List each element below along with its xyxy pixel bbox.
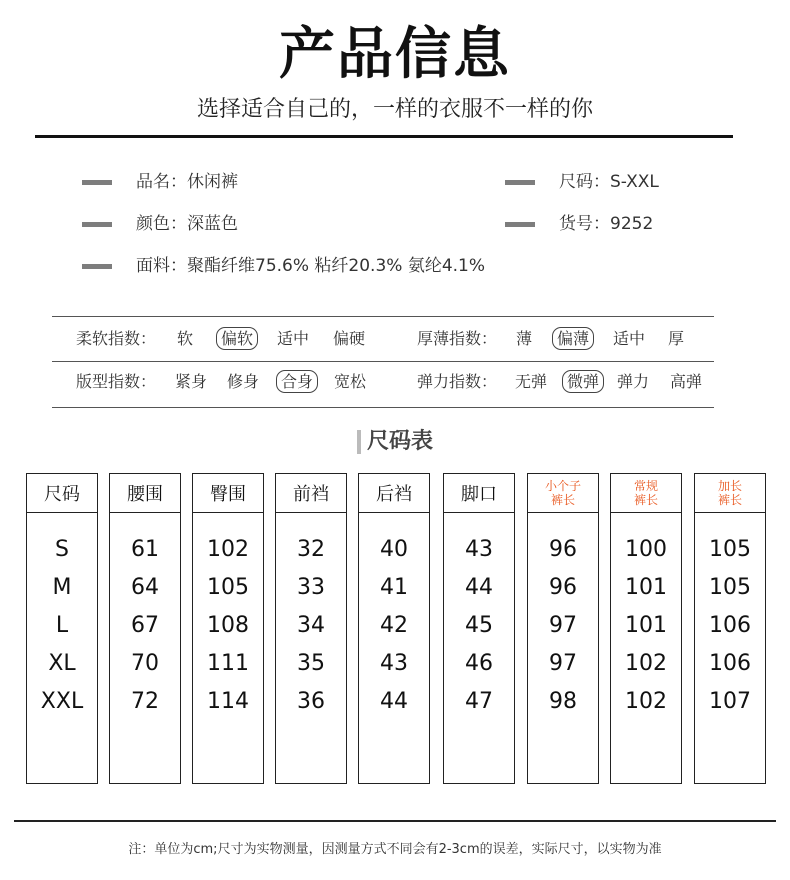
size-table-title-text: 尺码表 xyxy=(366,429,433,454)
table-cell: XXL xyxy=(40,689,84,714)
size-column-hip xyxy=(192,473,264,784)
size-column-waist xyxy=(109,473,181,784)
dash-marker xyxy=(505,180,535,185)
softness-label: 柔软指数： xyxy=(76,329,157,348)
fit-option: 宽松 xyxy=(334,372,367,391)
index-row-2 xyxy=(0,369,790,395)
column-header: 前裆 xyxy=(276,474,346,513)
table-cell: 41 xyxy=(380,575,408,600)
table-cell: 47 xyxy=(465,689,493,714)
fit-option-selected: 合身 xyxy=(276,370,318,393)
dash-marker xyxy=(505,222,535,227)
table-cell: 33 xyxy=(297,575,325,600)
table-cell: 100 xyxy=(625,537,667,562)
page-title: 产品信息 xyxy=(279,22,511,87)
table-cell: 43 xyxy=(465,537,493,562)
column-header-line: 常规 xyxy=(633,479,658,493)
dash-marker xyxy=(82,264,112,269)
table-cell: 34 xyxy=(297,613,325,638)
column-header-line: 小个子 xyxy=(544,479,581,493)
top-divider xyxy=(35,135,733,138)
column-header xyxy=(528,474,598,513)
table-cell: 102 xyxy=(625,651,667,676)
table-cell: 101 xyxy=(625,575,667,600)
table-cell: 72 xyxy=(131,689,159,714)
fit-option: 紧身 xyxy=(175,372,208,391)
fit-option: 修身 xyxy=(227,372,260,391)
info-item-no xyxy=(505,212,653,236)
info-fabric xyxy=(82,254,485,278)
table-cell: 96 xyxy=(549,575,577,600)
column-header-line: 裤长 xyxy=(633,493,658,507)
size-table-title xyxy=(0,424,790,455)
thickness-label: 厚薄指数： xyxy=(417,329,498,348)
column-header: 脚口 xyxy=(444,474,514,513)
table-cell: L xyxy=(55,613,69,638)
table-cell: 102 xyxy=(625,689,667,714)
column-header: 尺码 xyxy=(27,474,97,513)
size-column-petite-length xyxy=(527,473,599,784)
table-cell: 97 xyxy=(549,613,577,638)
info-fabric-text: 面料：聚酯纤维75.6% 粘纤20.3% 氨纶4.1% xyxy=(136,256,486,276)
table-cell: XL xyxy=(48,651,76,676)
index-row-1 xyxy=(0,326,790,352)
info-size xyxy=(505,170,659,194)
thickness-option-selected: 偏薄 xyxy=(552,327,594,350)
column-header: 臀围 xyxy=(193,474,263,513)
index-divider-middle xyxy=(52,361,714,362)
table-cell: 44 xyxy=(465,575,493,600)
table-cell: 108 xyxy=(207,613,249,638)
footer-note: 注：单位为cm;尺寸为实物测量，因测量方式不同会有2-3cm的误差，实际尺寸，以实物为准 xyxy=(128,842,662,857)
info-item-no-text: 货号：9252 xyxy=(559,214,654,234)
column-header-line: 加长 xyxy=(717,479,742,493)
table-cell: 107 xyxy=(709,689,751,714)
table-cell: S xyxy=(55,537,69,562)
thickness-option: 薄 xyxy=(516,329,533,348)
info-color-text: 颜色：深蓝色 xyxy=(136,214,238,234)
table-cell: 42 xyxy=(380,613,408,638)
column-header xyxy=(611,474,681,513)
table-cell: 43 xyxy=(380,651,408,676)
size-column-front-rise xyxy=(275,473,347,784)
table-cell: 64 xyxy=(131,575,159,600)
info-name-text: 品名：休闲裤 xyxy=(136,172,238,192)
fit-label: 版型指数： xyxy=(76,372,157,391)
info-color xyxy=(82,212,238,236)
column-header xyxy=(695,474,765,513)
table-cell: 105 xyxy=(709,575,751,600)
table-cell: 44 xyxy=(380,689,408,714)
column-header-line: 裤长 xyxy=(717,493,742,507)
table-cell: 46 xyxy=(465,651,493,676)
table-cell: 111 xyxy=(207,651,249,676)
table-cell: 101 xyxy=(625,613,667,638)
size-column-leg-opening xyxy=(443,473,515,784)
bottom-divider xyxy=(14,820,776,822)
page-subtitle: 选择适合自己的，一样的衣服不一样的你 xyxy=(196,97,593,122)
table-cell: 35 xyxy=(297,651,325,676)
thickness-option: 厚 xyxy=(668,329,685,348)
info-name xyxy=(82,170,238,194)
table-cell: 105 xyxy=(207,575,249,600)
dash-marker xyxy=(82,180,112,185)
table-cell: 61 xyxy=(131,537,159,562)
column-header: 后裆 xyxy=(359,474,429,513)
table-cell: 40 xyxy=(380,537,408,562)
table-cell: 105 xyxy=(709,537,751,562)
elasticity-label: 弹力指数： xyxy=(417,372,498,391)
column-header: 腰围 xyxy=(110,474,180,513)
column-header-line: 裤长 xyxy=(550,493,575,507)
table-cell: 114 xyxy=(207,689,249,714)
thickness-option: 适中 xyxy=(613,329,646,348)
table-cell: 98 xyxy=(549,689,577,714)
elasticity-option: 无弹 xyxy=(515,372,548,391)
title-bar-accent xyxy=(357,430,361,454)
table-cell: 45 xyxy=(465,613,493,638)
table-cell: 96 xyxy=(549,537,577,562)
table-cell: 67 xyxy=(131,613,159,638)
elasticity-option-selected: 微弹 xyxy=(562,370,604,393)
table-cell: 32 xyxy=(297,537,325,562)
table-cell: 102 xyxy=(207,537,249,562)
table-cell: 97 xyxy=(549,651,577,676)
table-cell: 106 xyxy=(709,651,751,676)
table-cell: M xyxy=(52,575,72,600)
softness-option: 适中 xyxy=(277,329,310,348)
size-column-size xyxy=(26,473,98,784)
table-cell: 36 xyxy=(297,689,325,714)
size-column-back-rise xyxy=(358,473,430,784)
size-column-long-length xyxy=(694,473,766,784)
softness-option: 偏硬 xyxy=(333,329,366,348)
table-cell: 70 xyxy=(131,651,159,676)
softness-option: 软 xyxy=(177,329,194,348)
softness-option-selected: 偏软 xyxy=(216,327,258,350)
elasticity-option: 弹力 xyxy=(617,372,650,391)
info-size-text: 尺码：S-XXL xyxy=(559,172,659,192)
size-column-regular-length xyxy=(610,473,682,784)
dash-marker xyxy=(82,222,112,227)
index-divider-bottom xyxy=(52,407,714,408)
elasticity-option: 高弹 xyxy=(670,372,703,391)
index-divider-top xyxy=(52,316,714,317)
table-cell: 106 xyxy=(709,613,751,638)
